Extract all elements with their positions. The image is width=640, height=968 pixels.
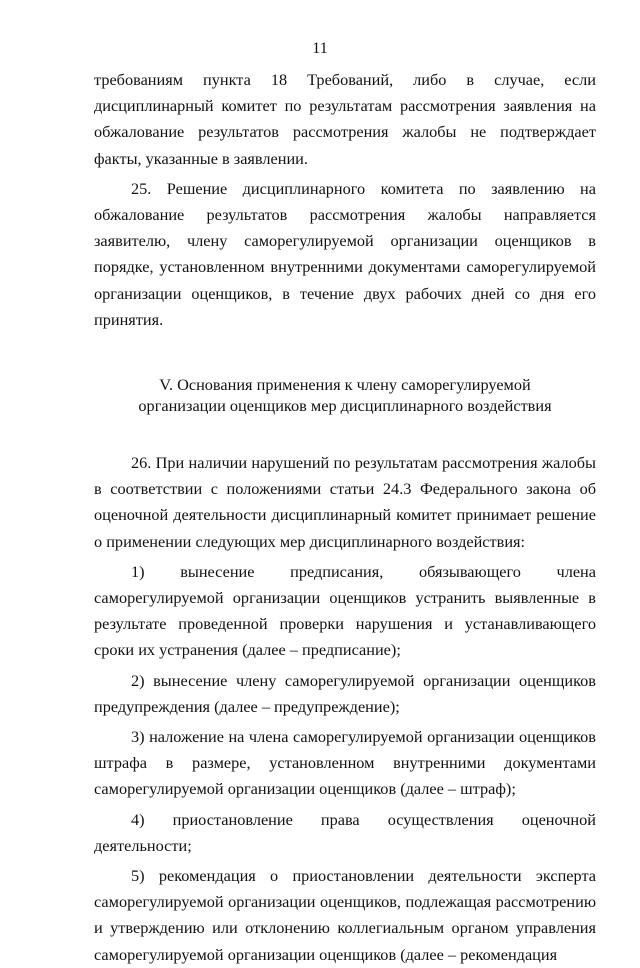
list-item-2: 2) вынесение члену саморегулируемой организации оценщиков предупреждения (далее – предупреждение);	[94, 670, 596, 716]
list-item-4: 4) приостановление права осуществления оценочной деятельности;	[94, 809, 596, 855]
section-heading-line-1: V. Основания применения к члену саморегулируемой	[159, 375, 531, 395]
page-number: 11	[312, 40, 328, 57]
list-item-5: 5) рекомендация о приостановлении деятельности эксперта саморегулируемой организации оценщиков, подлежащая рассмотрению и утверждению или отклонению коллегиальным органом управления саморегулируемой организации оценщиков (далее – рекомендация	[94, 866, 596, 964]
paragraph-25: 25. Решение дисциплинарного комитета по заявлению на обжалование результатов рассмотрения жалобы направляется заявителю, члену саморегулируемой организации оценщиков в порядке, установленном внутренними документами саморегулируемой организации оценщиков, в течение двух рабочих дней со дня его принятия.	[94, 178, 596, 329]
section-heading-line-2: организации оценщиков мер дисциплинарного воздействия	[138, 396, 552, 416]
document-body	[94, 67, 596, 968]
paragraph-26: 26. При наличии нарушений по результатам рассмотрения жалобы в соответствии с положениями статьи 24.3 Федерального закона об оценочной деятельности дисциплинарный комитет принимает решение о применении следующих мер дисциплинарного воздействия:	[94, 453, 596, 551]
list-item-3: 3) наложение на члена саморегулируемой организации оценщиков штрафа в размере, установленном внутренними документами саморегулируемой организации оценщиков (далее – штраф);	[94, 727, 596, 799]
paragraph-24-continuation: требованиям пункта 18 Требований, либо в случае, если дисциплинарный комитет по результатам рассмотрения заявления на обжалование результатов рассмотрения жалобы не подтверждает факты, указанные в заявлении.	[94, 70, 596, 168]
list-item-1: 1) вынесение предписания, обязывающего члена саморегулируемой организации оценщиков устранить выявленные в результате проведенной проверки нарушения и устанавливающего сроки их устранения (далее – предписание);	[94, 561, 596, 660]
section-heading	[94, 374, 596, 416]
